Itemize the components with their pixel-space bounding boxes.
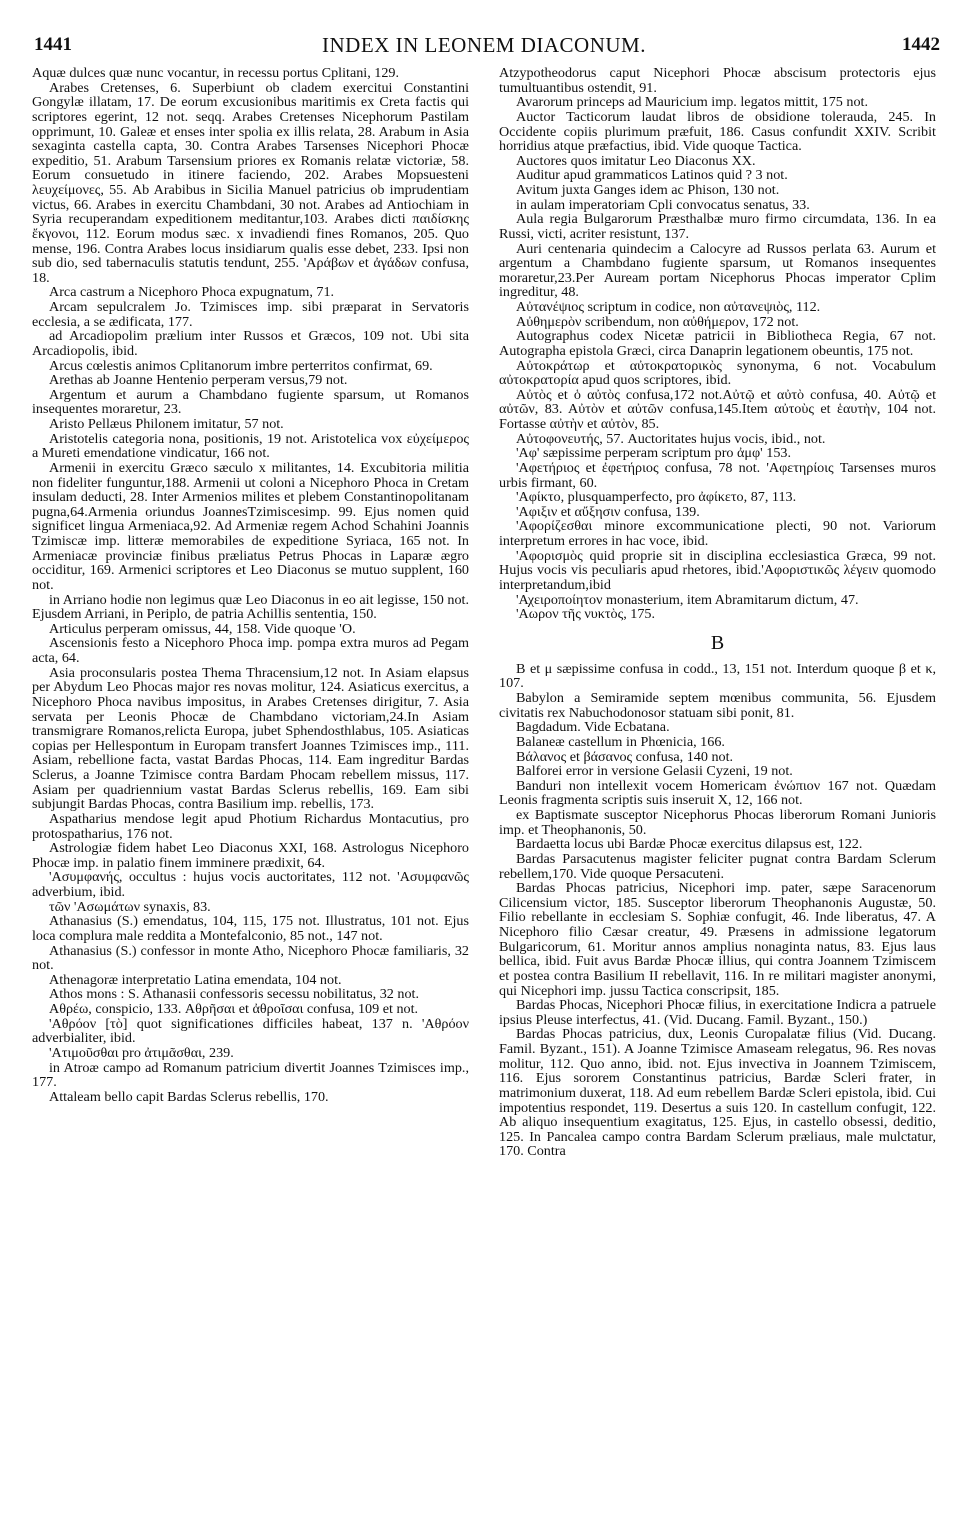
index-entry: 'Αφορισμὸς quid proprie sit in disciplina ecclesiastica Græca, 99 not. Hujus vocis vis peculiaris apud rhetores, ibid.'Αφοριστικῶς λέγειν quomodo interpretandum,ibid xyxy=(499,547,936,593)
index-entry: Banduri non intellexit vocem Homericam ἐνώπιον 167 not. Quædam Leonis fragmenta scriptis suis inseruit X, 12, 166 not. xyxy=(499,777,936,809)
index-entry: Αὐτοκράτωρ et αὐτοκρατορικὸς synonyma, 6 not. Vocabulum αὐτοκρατορία apud quos scriptores, ibid. xyxy=(499,357,936,389)
index-entry: Athos mons : S. Athanasii confessoris secessu nobilitatus, 32 not. xyxy=(49,986,419,1003)
index-entry: ad Arcadiopolim prælium inter Russos et Græcos, 109 not. Ubi sita Arcadiopolis, ibid. xyxy=(32,328,469,359)
index-entry: 'Αφιξιν et αὔξησιν confusa, 139. xyxy=(516,503,700,520)
index-entry: Αὐτὸς et ὁ αὐτὸς confusa,172 not.Αὐτῷ et αὐτὸ confusa, 40. Αὐτῷ et αὐτῶν, 83. Αὐτὸν et αὐτῶν confusa,145.Item αὐτοὺς et ἑαυτὴν, 104 not. Fortasse αὐτὴν et αὐτὸν, 85. xyxy=(499,386,936,432)
page-number-left: 1441 xyxy=(34,34,72,55)
page-header xyxy=(0,0,968,58)
index-entry: Bardas Parsacutenus magister feliciter pugnat contra Bardam Sclerum rebellem,170. Vide quoque Persacuteni. xyxy=(499,850,936,882)
index-entry: Armenii in exercitu Græco sæculo x militantes, 14. Excubitoria militia non fideliter funguntur,188. Armenii ut coloni a Nicephoro Phoca in Cretam insulam deducti, 28. Inter Armenios milites et plebem Constantinopolitanam pugna,64.Armenia oriundus JoannesTzimiscesimp. 99. Ejus nomen quid significet lingua Armeniaca,92. Ad Armeniæ regem Achod Schahini Joannis Tzimiscæ imp. litteræ memorabiles de expeditione Syriaca, 165 not. In Armeniacæ provinciæ finibus præliatus Petrus Phocas in Laparæ ægro occiditur, 169. Armenici scriptores et Leo Diaconus se mutuo supplent, 160 not. xyxy=(32,459,469,593)
index-entry: Auri centenaria quindecim a Calocyre ad Russos perlata 63. Aurum et argentum a Chambdano fugiente sparsum, ut Romanos insequentes moraretur,23.Per Auream portam Nicephorus Phocas imperator Cplim ingreditur, 48. xyxy=(499,240,936,301)
index-entry: 'Αφορίζεσθαι minore excommunicatione plecti, 90 not. Variorum interpretum errores in hac voce, ibid. xyxy=(499,518,936,549)
index-entry: Arabes Cretenses, 6. Superbiunt ob cladem exercitui Constantini Gongylæ illatam, 17. De eorum excusionibus maritimis ex Creta factis qui scriptores egerint, 12 not. seqq. Arabes Cretenses Nicephorum Pastilam opprimunt, 10. Galeæ et enses inter spolia ex illis relata, 28. Arabum in Asia sexaginta castella capta, 30. Contra Arabes Tarsenses Nicephori Phocæ expeditio, 51. Arabum Tarsensium priores ex Romanis relatæ victoriæ, 58. Eorum consuetudo in itinere faciendo, 202. Arabes Mopsuesteni λευχείμονες, 55. Ab Arabibus in Sicilia Manuel patricius ob imprudentiam victus, 66. Arabes in exercitu Chambdani, 30 not. Arabes ad Antiochiam in Syria recuperandam expeditionem meditantur,103. Arabes dicti παιδίσκης ἔκγονοι, 112. Eorum modus sæc. x invadiendi fines Romanos, 205. Quo mense, 196. Contra Arabes locus insidiarum qualis esse debet, 233. Ipsi non sub dio, sed tabernaculis statutis tendunt, 255. 'Αράβων et ἀγάδων confusa, 18. xyxy=(32,79,469,286)
index-entry: 'Αωρον τῆς νυκτὸς, 175. xyxy=(516,606,656,623)
index-entry: 'Αθρόον [τὸ] quot significationes difficiles habeat, 137 n. 'Αθρόον adverbialiter, ibid. xyxy=(32,1015,469,1047)
index-entry: Bardas Phocas, Nicephori Phocæ filius, in exercitatione Indicra a patruele ipsius Pleuse interfectus, 41. (Vid. Ducang. Famil. Byzant., 150.) xyxy=(499,997,936,1028)
index-entry: in Atroæ campo ad Romanum patricium divertit Joannes Tzimisces imp., 177. xyxy=(32,1059,469,1091)
index-entry: Arcus cœlestis animos Cplitanorum imbre perterritos confirmat, 69. xyxy=(49,357,433,374)
index-entry: Aquæ dulces quæ nunc vocantur, in recessu portus Cplitani, 129. xyxy=(32,65,400,81)
index-entry: Bardaetta locus ubi Bardæ Phocæ exercitus dilapsus est, 122. xyxy=(516,836,863,853)
index-entry: Avitum juxta Ganges idem ac Phison, 130 not. xyxy=(516,182,780,198)
index-entry: Athenagoræ interpretatio Latina emendata, 104 not. xyxy=(49,971,342,988)
index-entry: 'Ατιμοῦσθαι pro ἀτιμᾶσθαι, 239. xyxy=(49,1044,234,1061)
index-entry: Athanasius (S.) emendatus, 104, 115, 175 not. Illustratus, 101 not. Ejus loca complura male reddita a Montefalconio, 85 not., 147 not. xyxy=(32,913,469,944)
index-entry: τῶν 'Ασωμάτων synaxis, 83. xyxy=(49,898,211,915)
index-entry: Arcam sepulcralem Jo. Tzimisces imp. sibi præparat in Servatoris ecclesia, a se ædificata, 177. xyxy=(32,299,469,330)
index-entry: 'Αφίκτο, plusquamperfecto, pro ἀφίκετο, 87, 113. xyxy=(516,489,797,506)
index-entry: Arethas ab Joanne Hentenio perperam versus,79 not. xyxy=(49,372,348,389)
index-entry: 'Αφετήριος et ἐφετήριος confusa, 78 not. 'Αφετηρίοις Tarsenses muros urbis firmant, 60. xyxy=(499,459,936,491)
index-entry: Asia proconsularis postea Thema Thracensium,12 not. In Asiam elapsus per Abydum Leo Phocas major res novas molitur, 124. Asiaticus exercitus, a Nicephoro Phoca navibus impositus, in Arabes Cretenses dirigitur, 7. Asia servata per Leonis Phocæ de Chambdano victoriam,24.In Asiam transmigrare Romanos,relicta Europa, jubet Sphendosthlabus, 105. Asiaticas copias per Hellespontum in Europam transfert Joannes Tzimisces imp., 111. Asiam, rebellione facta, vastat Bardas Phocas, 114. Eam ingreditur Bardas Sclerus, a Joanne Tzimisce contra Bardam Phocam rebellem missus, 117. Asiam per quadriennium vastat Bardas Sclerus rebellis, 169. Eam sibi subjungit Bardas Phocas, contra Basilium imp. rebellis, 173. xyxy=(32,664,469,813)
index-entry: Βάλανος et βάσανος confusa, 140 not. xyxy=(516,748,734,765)
index-entry: Αὐθημερὸν scribendum, non αὐθήμερον, 172 not. xyxy=(516,313,799,330)
index-entry: Babylon a Semiramide septem mœnibus communita, 56. Ejusdem civitatis rex Nabuchodonosor statuam sibi ponit, 81. xyxy=(499,690,936,721)
index-entry: Autographus codex Nicetæ patricii in Bibliotheca Regia, 67 not. Autographa epistola Græci, circa Danaprin legationem obeuntis, 175 not. xyxy=(499,328,936,359)
index-entry: Arca castrum a Nicephoro Phoca expugnatum, 71. xyxy=(49,284,335,301)
index-entry: Αθρέω, conspicio, 133. Αθρῆσαι et ἀθροῖσαι confusa, 109 et not. xyxy=(49,1001,419,1017)
index-entry: Αὐτοφονευτής, 57. Auctoritates hujus vocis, ibid., not. xyxy=(516,430,826,447)
right-column xyxy=(499,66,936,1159)
index-entry: Bagdadum. Vide Ecbatana. xyxy=(516,719,670,736)
index-entry: Aula regia Bulgarorum Præsthalbæ muro firmo circumdata, 136. In ea Russi, victi, acriter resistunt, 137. xyxy=(499,211,936,242)
page-title: INDEX IN LEONEM DIACONUM. xyxy=(322,33,646,57)
index-entry: in Arriano hodie non legimus quæ Leo Diaconus in eo ait legisse, 150 not. Ejusdem Arriani, in Periplo, de patria Achillis sententia, 150. xyxy=(32,591,469,623)
index-entry: Articulus perperam omissus, 44, 158. Vide quoque 'O. xyxy=(49,620,356,637)
index-entry: B et μ sæpissime confusa in codd., 13, 151 not. Interdum quoque β et κ, 107. xyxy=(499,660,936,692)
page-number-right: 1442 xyxy=(902,34,940,55)
index-entry: Balforei error in versione Gelasii Cyzeni, 19 not. xyxy=(516,763,793,780)
index-entry: Atzypotheodorus caput Nicephori Phocæ abscisum protectoris ejus tumultuantibus ostendit, 91. xyxy=(499,65,936,96)
index-entry: Auctor Tacticorum laudat libros de obsidione tolerauda, 245. In Occidente copiis plurimum præfuit, 186. Casus confundit XXIV. Scribit horridius atque præfactius, ibid. Vide quoque Tactica. xyxy=(499,108,936,155)
index-entry: Astrologiæ fidem habet Leo Diaconus XXI, 168. Astrologus Nicephoro Phocæ imp. in palatio finem imminere prædixit, 64. xyxy=(32,840,469,871)
index-entry: Attaleam bello capit Bardas Sclerus rebellis, 170. xyxy=(49,1088,329,1105)
index-entry: Aristo Pellæus Philonem imitatur, 57 not. xyxy=(49,416,284,432)
index-entry: Ascensionis festo a Nicephoro Phoca imp. pompa extra muros ad Pegam acta, 64. xyxy=(32,635,469,666)
index-entry: ex Baptismate susceptor Nicephorus Phocas liberorum Romani Junioris imp. et Theophanonis, 50. xyxy=(499,807,936,838)
index-entry: Argentum et aurum a Chambdano fugiente sparsum, ut Romanos insequentes moraretur, 23. xyxy=(32,386,469,418)
index-entry: Auctores quos imitatur Leo Diaconus XX. xyxy=(516,152,756,169)
index-entry: 'Αχειροποίητον monasterium, item Abramitarum dictum, 47. xyxy=(516,591,859,608)
index-entry: Avarorum princeps ad Mauricium imp. legatos mittit, 175 not. xyxy=(516,94,869,111)
index-entry: Athanasius (S.) confessor in monte Atho, Nicephoro Phocæ familiaris, 32 not. xyxy=(32,942,469,974)
index-entry: Balaneæ castellum in Phœnicia, 166. xyxy=(516,733,725,750)
index-entry: 'Αφ' sæpissime perperam scriptum pro ἀμφ' 153. xyxy=(516,445,791,462)
index-entry: Bardas Phocas patricius, dux, Leonis Curopalatæ filius (Vid. Ducang. Famil. Byzant., 151). A Joanne Tzimisce Amaseam relegatus, 96. Res novas molitur, 112. Quo anno, ibid. not. Ejus invectiva in Joannem Tzimiscem, 116. Ejus sororem Constantinus patricius, Bardæ Scleri frater, in matrimonium duxerat, 118. Ad eum rebellem Bardæ Scleri epistola, ibid. Cui impotentius respondet, 119. Desertus a suis 120. In castellum confugit, 122. Ab aliquo insequentium exagitatus, 125. Ejus, in castello obsessi, deditio, 125. In Pancalea campo contra Bardam Sclerum præliaus, male mulctatur, 170. Contra xyxy=(499,1026,936,1160)
index-entry: Auditur apud grammaticos Latinos quid ? 3 not. xyxy=(516,167,788,184)
section-letter-b: B xyxy=(710,631,725,654)
index-entry: Aristotelis categoria nona, positionis, 19 not. Aristotelica vox εὐχείμερος a Mureti emendatione vindicatur, 166 not. xyxy=(32,430,469,462)
index-entry: Αὐτανέψιος scriptum in codice, non αὐτανεψιὸς, 112. xyxy=(516,299,821,315)
index-entry: 'Ασυμφανής, occultus : hujus vocis auctoritates, 112 not. 'Ασυμφανῶς adverbium, ibid. xyxy=(32,869,469,900)
index-entry: in aulam imperatoriam Cpli convocatus senatus, 33. xyxy=(516,196,810,213)
index-entry: Bardas Phocas patricius, Nicephori imp. pater, sæpe Saracenorum Cilicensium victor, 185. Susceptor liberorum Theophanonis Augustæ, 50. Filio rebellante in ecclesiam S. Sophiæ confugit, 46. Inde liberatus, 47. A Nicephoro filio Cæsar creatur, 49. Præsens in admissione legatorum Bulgaricorum, 61. Moritur annos amplius nonaginta natus, 83. Ejus laus bellica, ibid. Fuit avus Bardæ Phocæ illius, qui contra Joannem Tzimiscem et postea contra Basilium II rebellavit, 116. In re militari magister anonymi, qui Nicephori imp. jussu Tactica conscripsit, 185. xyxy=(499,880,936,999)
index-entry: Aspatharius mendose legit apud Photium Richardus Montacutius, pro protospatharius, 176 not. xyxy=(32,810,469,842)
left-column xyxy=(32,66,469,1104)
